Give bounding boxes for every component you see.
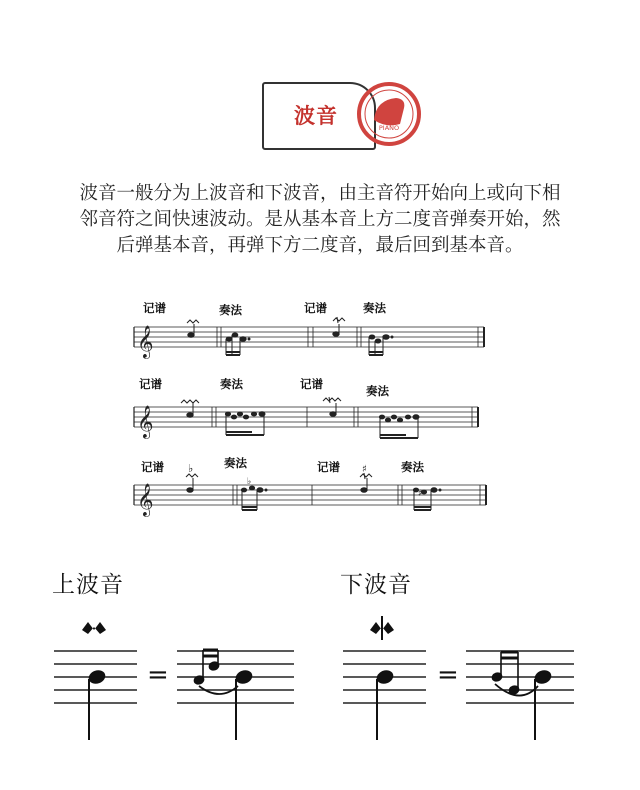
staff-2 xyxy=(134,407,478,427)
mordent-upper-icon xyxy=(181,400,199,403)
mordent-lower-icon xyxy=(370,616,394,640)
treble-clef-icon: 𝄞 xyxy=(137,483,154,516)
upper-mordent-title: 上波音 xyxy=(52,572,124,598)
mordent-examples xyxy=(0,600,640,750)
note-head xyxy=(187,488,193,493)
equals-sign-upper: = xyxy=(147,660,169,690)
score-label-written: 记谱 xyxy=(139,377,162,391)
equals-sign-lower: = xyxy=(437,660,459,690)
note-head xyxy=(533,669,552,686)
score-label-played: 奏法 xyxy=(219,303,242,317)
score-label-written: 记谱 xyxy=(143,301,166,315)
svg-text:♭: ♭ xyxy=(188,462,194,475)
mordent-upper-icon xyxy=(82,622,106,634)
note-head xyxy=(383,335,389,340)
page-title: 波音 xyxy=(294,104,338,128)
score-label-written: 记谱 xyxy=(141,460,164,474)
intro-line-1: 波音一般分为上波音和下波音，由主音符开始向上或向下相 xyxy=(79,183,561,204)
note-head xyxy=(375,339,381,343)
score-label-played: 奏法 xyxy=(224,456,247,470)
score-label-played: 奏法 xyxy=(366,384,389,398)
score-label-played: 奏法 xyxy=(401,460,424,474)
score-label-written: 记谱 xyxy=(317,460,340,474)
intro-line-3: 后弹基本音，再弹下方二度音，最后回到基本音。 xyxy=(116,235,524,256)
svg-text:♯: ♯ xyxy=(418,489,423,499)
note-head xyxy=(226,337,232,341)
note-head xyxy=(369,335,375,339)
mordent-lower-icon xyxy=(333,317,345,323)
staff-1 xyxy=(134,327,484,347)
score-label-written: 记谱 xyxy=(300,377,323,391)
note-head xyxy=(330,412,336,417)
treble-clef-icon: 𝄞 xyxy=(137,325,154,358)
note-head xyxy=(361,488,367,493)
note-head xyxy=(375,669,394,686)
note-head xyxy=(188,333,194,338)
svg-text:♯: ♯ xyxy=(362,464,367,475)
intro-line-2: 邻音符之间快速波动。是从基本音上方二度音弹奏开始，然 xyxy=(79,209,561,230)
score-label-played: 奏法 xyxy=(363,301,386,315)
svg-text:♭: ♭ xyxy=(247,477,252,487)
note-head xyxy=(240,337,246,342)
note-head xyxy=(187,413,193,418)
note-head xyxy=(333,332,339,337)
mordent-upper-icon xyxy=(187,320,199,323)
svg-text:PIANO: PIANO xyxy=(378,124,400,132)
note-head xyxy=(234,669,253,686)
lower-mordent-title: 下波音 xyxy=(340,572,412,598)
note-head xyxy=(87,669,106,686)
mordent-lower-icon xyxy=(323,397,341,403)
score-label-written: 记谱 xyxy=(304,301,327,315)
treble-clef-icon: 𝄞 xyxy=(137,405,154,438)
score-label-played: 奏法 xyxy=(220,377,243,391)
note-head xyxy=(232,333,238,337)
